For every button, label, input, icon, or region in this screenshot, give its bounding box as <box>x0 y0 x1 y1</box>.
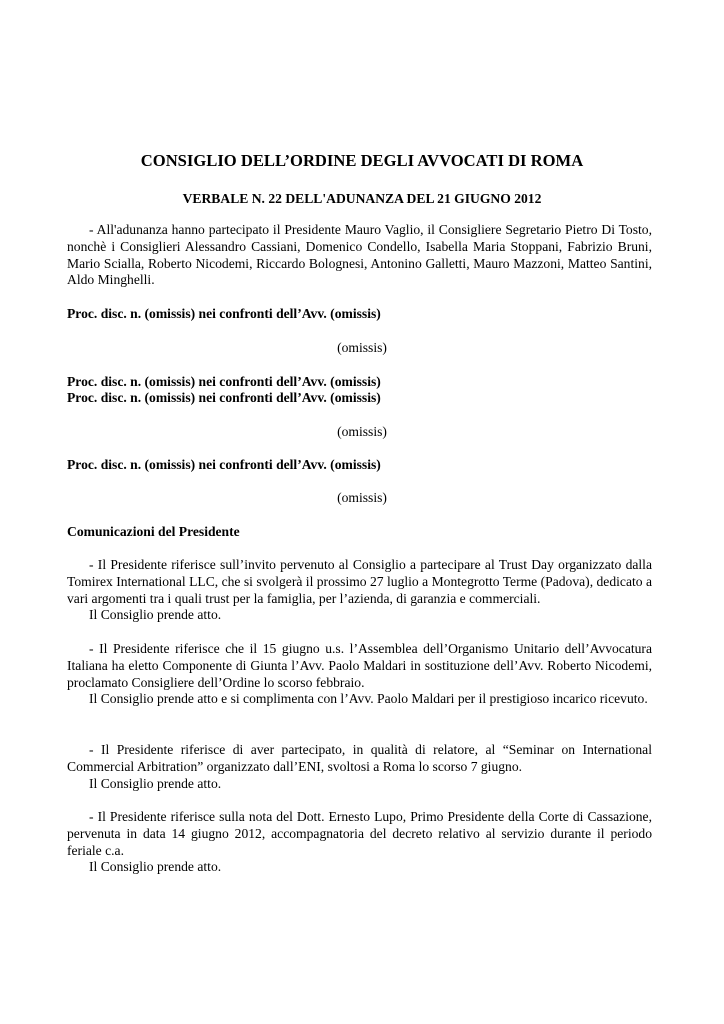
communication-1 <box>67 557 652 624</box>
communication-outcome: Il Consiglio prende atto. <box>89 775 222 791</box>
communication-text: - Il Presidente riferisce sulla nota del Dott. Ernesto Lupo, Primo Presidente della Corte di Cassazione, pervenuta in data 14 giugno 2012, accompagnatoria del decreto relativo al servizio durante il periodo feriale c.a. <box>67 809 652 858</box>
attendance-text: - All'adunanza hanno partecipato il Presidente Mauro Vaglio, il Consigliere Segretario Pietro Di Tosto, nonchè i Consiglieri Alessandro Cassiani, Domenico Condello, Isabella Maria Stoppani, Fabrizio Bruni, Mario Scialla, Roberto Nicodemi, Riccardo Bolognesi, Antonino Galletti, Mauro Mazzoni, Matteo Santini, Aldo Minghelli. <box>67 222 652 288</box>
proc-disc-4: Proc. disc. n. (omissis) nei confronti dell’Avv. (omissis) <box>67 457 381 472</box>
omissis-1: (omissis) <box>337 340 387 355</box>
document-title: CONSIGLIO DELL’ORDINE DEGLI AVVOCATI DI ROMA <box>140 151 584 170</box>
communication-text: - Il Presidente riferisce che il 15 giugno u.s. l’Assemblea dell’Organismo Unitario dell’Avvocatura Italiana ha eletto Componente di Giunta l’Avv. Paolo Maldari in sostituzione dell’Avv. Roberto Nicodemi, proclamato Consigliere dell’Ordine lo scorso febbraio. <box>67 641 652 690</box>
communication-text: - Il Presidente riferisce di aver partecipato, in qualità di relatore, al “Seminar on International Commercial Arbitration” organizzato dall’ENI, svoltosi a Roma lo scorso 7 giugno. <box>67 742 652 774</box>
proc-disc-1: Proc. disc. n. (omissis) nei confronti dell’Avv. (omissis) <box>67 306 381 321</box>
communication-text: - Il Presidente riferisce sull’invito pervenuto al Consiglio a partecipare al Trust Day organizzato dalla Tomirex International LLC, che si svolgerà il prossimo 27 luglio a Montegrotto Terme (Padova), dedicato a vari argomenti tra i quali trust per la famiglia, per l’azienda, di garanzia e commerciali. <box>67 557 652 606</box>
communication-outcome: Il Consiglio prende atto e si complimenta con l’Avv. Paolo Maldari per il prestigioso incarico ricevuto. <box>89 691 648 707</box>
omissis-3: (omissis) <box>337 490 387 505</box>
section-heading: Comunicazioni del Presidente <box>67 524 240 539</box>
communication-4 <box>67 809 652 876</box>
communication-3 <box>67 742 652 792</box>
communication-2 <box>67 641 652 708</box>
proc-disc-2: Proc. disc. n. (omissis) nei confronti dell’Avv. (omissis) <box>67 374 381 389</box>
omissis-2: (omissis) <box>337 424 387 439</box>
communication-outcome: Il Consiglio prende atto. <box>89 859 222 875</box>
document-subtitle: VERBALE N. 22 DELL'ADUNANZA DEL 21 GIUGNO 2012 <box>182 191 542 206</box>
proc-disc-3: Proc. disc. n. (omissis) nei confronti dell’Avv. (omissis) <box>67 390 381 405</box>
communication-outcome: Il Consiglio prende atto. <box>89 607 222 623</box>
attendance-paragraph <box>67 222 652 289</box>
